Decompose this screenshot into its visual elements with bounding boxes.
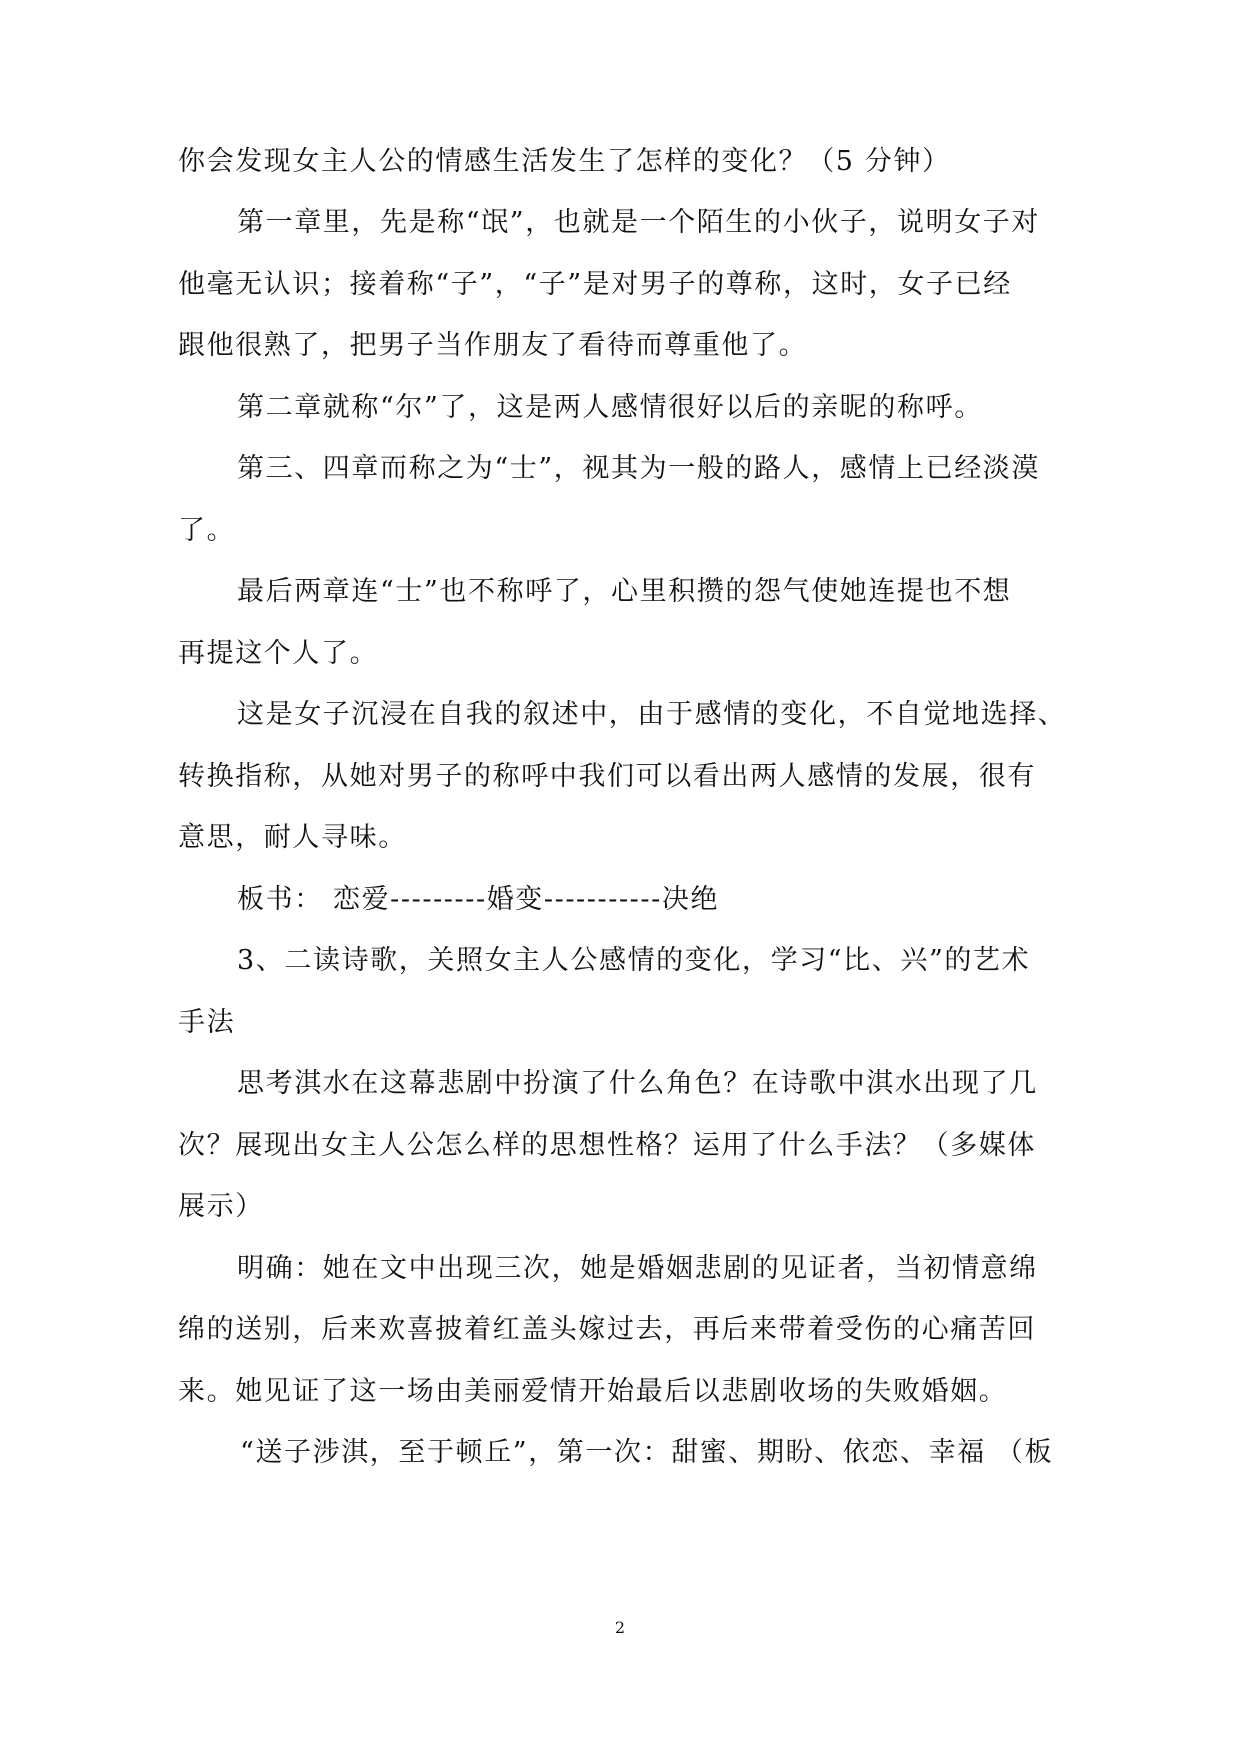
- text-line-12: 意思，耐人寻味。: [178, 822, 407, 853]
- text-line-5: 第二章就称“尔”了，这是两人感情很好以后的亲昵的称呼。: [237, 392, 983, 423]
- text-line-4: 跟他很熟了，把男子当作朋友了看待而尊重他了。: [178, 330, 808, 361]
- text-line-10: 这是女子沉浸在自我的叙述中，由于感情的变化，不自觉地选择、: [237, 699, 1067, 730]
- text-line-1: 你会发现女主人公的情感生活发生了怎样的变化？（5 分钟）: [178, 146, 951, 177]
- text-line-21: 来。她见证了这一场由美丽爱情开始最后以悲剧收场的失败婚姻。: [178, 1376, 1008, 1407]
- text-line-22: “送子涉淇，至于顿丘”，第一次：甜蜜、期盼、依恋、幸福 （板: [240, 1437, 1054, 1468]
- text-line-14: 3、二读诗歌，关照女主人公感情的变化，学习“比、兴”的艺术: [237, 945, 1031, 976]
- blackboard-outline: 板书： 恋爱---------婚变-----------决绝: [237, 884, 720, 915]
- text-line-16: 思考淇水在这幕悲剧中扮演了什么角色？在诗歌中淇水出现了几: [237, 1068, 1038, 1099]
- text-line-3: 他毫无认识；接着称“子”，“子”是对男子的尊称，这时，女子已经: [178, 269, 1012, 300]
- text-line-2: 第一章里，先是称“氓”，也就是一个陌生的小伙子，说明女子对: [237, 207, 1041, 238]
- text-line-20: 绵的送别，后来欢喜披着红盖头嫁过去，再后来带着受伤的心痛苦回: [178, 1314, 1036, 1345]
- text-line-6: 第三、四章而称之为“士”，视其为一般的路人，感情上已经淡漠: [237, 453, 1041, 484]
- text-line-15: 手法: [178, 1007, 236, 1038]
- text-line-17: 次？展现出女主人公怎么样的思想性格？运用了什么手法？（多媒体: [178, 1130, 1036, 1161]
- text-line-11: 转换指称，从她对男子的称呼中我们可以看出两人感情的发展，很有: [178, 761, 1036, 792]
- text-line-19: 明确：她在文中出现三次，她是婚姻悲剧的见证者，当初情意绵: [237, 1253, 1038, 1284]
- text-line-8: 最后两章连“士”也不称呼了，心里积攒的怨气使她连提也不想: [237, 576, 1012, 607]
- page-number: 2: [614, 1618, 626, 1637]
- text-line-7: 了。: [178, 515, 236, 546]
- text-line-18: 展示）: [178, 1191, 264, 1222]
- text-line-9: 再提这个人了。: [178, 638, 379, 669]
